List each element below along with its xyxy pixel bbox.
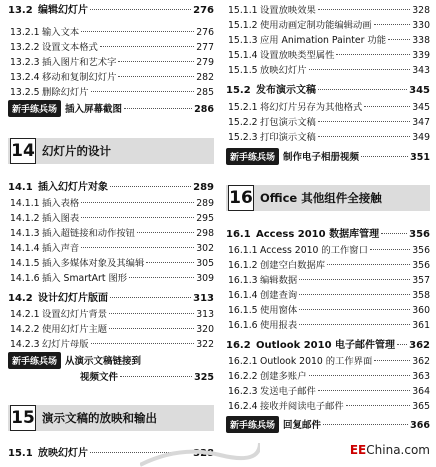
leader-dots	[374, 24, 411, 25]
leader-dots	[118, 61, 194, 62]
leader-dots	[124, 108, 192, 109]
chapter-title: 演示文稿的放映和输出	[42, 411, 157, 425]
toc-subsection[interactable]: 13.2.5 删除幻灯片 285	[10, 87, 214, 98]
toc-subsection[interactable]: 14.2.3 幻灯片母版 322	[10, 339, 214, 350]
leader-dots	[90, 9, 191, 10]
leader-dots	[318, 89, 407, 90]
toc-subsection[interactable]: 13.2.4 移动和复制幻灯片 282	[10, 72, 214, 83]
leader-dots	[388, 39, 410, 40]
toc-section-13-2[interactable]: 13.2 编辑幻灯片 276	[8, 5, 214, 16]
leader-dots	[397, 344, 407, 345]
leader-dots	[81, 31, 194, 32]
practice-tag: 新手练兵场	[8, 352, 61, 369]
leader-dots	[110, 297, 191, 298]
toc-subsection[interactable]: 15.1.2 使用动画定制功能编辑动画 330	[228, 20, 430, 31]
toc-subsection[interactable]: 14.2.2 使用幻灯片主题 320	[10, 324, 214, 335]
toc-subsection[interactable]: 14.1.1 插入表格 289	[10, 198, 214, 209]
leader-dots	[299, 294, 410, 295]
leader-dots	[120, 376, 192, 377]
toc-subsection[interactable]: 15.1.4 设置放映类型属性 339	[228, 50, 430, 61]
chapter-number: 14	[10, 138, 36, 164]
leader-dots	[81, 217, 194, 218]
toc-subsection[interactable]: 14.1.2 插入图表 295	[10, 213, 214, 224]
leader-dots	[81, 247, 194, 248]
toc-practice-14-line2[interactable]: 视频文件 325	[80, 372, 214, 383]
leader-dots	[318, 9, 410, 10]
toc-section-15-1[interactable]: 15.1 放映幻灯片 328	[8, 448, 214, 459]
chapter-title: Office 其他组件全接触	[260, 191, 382, 205]
toc-practice-13[interactable]: 新手练兵场 插入屏幕截图 286	[8, 100, 214, 117]
leader-dots	[327, 264, 410, 265]
leader-dots	[318, 390, 410, 391]
toc-subsection[interactable]: 16.2.1 Outlook 2010 的工作界面 362	[228, 356, 430, 367]
toc-subsection[interactable]: 16.1.3 编辑数据 357	[228, 275, 430, 286]
toc-subsection[interactable]: 16.1.6 使用报表 361	[228, 320, 430, 331]
leader-dots	[100, 46, 194, 47]
chapter-number: 16	[228, 185, 254, 211]
toc-subsection[interactable]: 15.1.5 放映幻灯片 343	[228, 65, 430, 76]
toc-subsection[interactable]: 14.1.4 插入声音 302	[10, 243, 214, 254]
leader-dots	[364, 106, 410, 107]
leader-dots	[81, 202, 194, 203]
toc-subsection[interactable]: 16.1.4 创建查询 358	[228, 290, 430, 301]
watermark-swoosh-icon	[140, 437, 260, 467]
leader-dots	[109, 328, 194, 329]
toc-practice-16[interactable]: 新手练兵场 回复邮件 366	[226, 416, 430, 433]
toc-section-16-2[interactable]: 16.2 Outlook 2010 电子邮件管理 362	[226, 340, 430, 351]
practice-tag: 新手练兵场	[226, 148, 279, 165]
toc-subsection[interactable]: 13.2.3 插入图片和艺术字 279	[10, 57, 214, 68]
toc-subsection[interactable]: 13.2.1 输入文本 276	[10, 27, 214, 38]
toc-subsection[interactable]: 16.1.1 Access 2010 的工作窗口 356	[228, 245, 430, 256]
toc-section-15-2[interactable]: 15.2 发布演示文稿 345	[226, 85, 430, 96]
leader-dots	[346, 405, 411, 406]
leader-dots	[299, 309, 410, 310]
leader-dots	[91, 343, 195, 344]
practice-tag: 新手练兵场	[8, 100, 61, 117]
leader-dots	[370, 249, 410, 250]
toc-subsection[interactable]: 14.1.5 插入多媒体对象及其编辑 305	[10, 258, 214, 269]
toc-subsection[interactable]: 16.2.2 创建多账户 363	[228, 371, 430, 382]
watermark-logo: EEChina.com	[349, 443, 430, 457]
leader-dots	[146, 262, 194, 263]
chapter-15-banner[interactable]	[8, 405, 214, 431]
leader-dots	[381, 233, 407, 234]
leader-dots	[318, 121, 410, 122]
leader-dots	[323, 424, 408, 425]
toc-practice-15[interactable]: 新手练兵场 制作电子相册视频 351	[226, 148, 430, 165]
leader-dots	[129, 277, 194, 278]
toc-subsection[interactable]: 14.1.3 插入超链接和动作按钮 298	[10, 228, 214, 239]
toc-section-14-2[interactable]: 14.2 设计幻灯片版面 313	[8, 293, 214, 304]
leader-dots	[118, 76, 194, 77]
toc-subsection[interactable]: 13.2.2 设置文本格式 277	[10, 42, 214, 53]
toc-subsection[interactable]: 15.1.1 设置放映效果 328	[228, 5, 430, 16]
toc-subsection[interactable]: 16.1.5 使用窗体 360	[228, 305, 430, 316]
leader-dots	[318, 136, 410, 137]
toc-subsection[interactable]: 15.2.3 打印演示文稿 349	[228, 132, 430, 143]
chapter-number: 15	[10, 405, 36, 431]
leader-dots	[299, 324, 410, 325]
toc-subsection[interactable]: 14.1.6 插入 SmartArt 图形 309	[10, 273, 214, 284]
leader-dots	[137, 232, 194, 233]
toc-subsection[interactable]: 15.1.3 应用 Animation Painter 功能 338	[228, 35, 430, 46]
leader-dots	[110, 186, 191, 187]
chapter-title: 幻灯片的设计	[42, 144, 111, 158]
toc-subsection[interactable]: 15.2.1 将幻灯片另存为其他格式 345	[228, 102, 430, 113]
toc-subsection[interactable]: 14.2.1 设置幻灯片背景 313	[10, 309, 214, 320]
leader-dots	[91, 91, 195, 92]
leader-dots	[309, 375, 411, 376]
toc-practice-14-line1[interactable]: 新手练兵场 从演示文稿链接到	[8, 352, 214, 369]
leader-dots	[309, 69, 411, 70]
toc-section-16-1[interactable]: 16.1 Access 2010 数据库管理 356	[226, 229, 430, 240]
toc-section-14-1[interactable]: 14.1 插入幻灯片对象 289	[8, 182, 214, 193]
leader-dots	[361, 156, 408, 157]
practice-tag: 新手练兵场	[226, 416, 279, 433]
chapter-14-banner[interactable]	[8, 138, 214, 164]
leader-dots	[336, 54, 410, 55]
leader-dots	[374, 360, 410, 361]
toc-subsection[interactable]: 15.2.2 打包演示文稿 347	[228, 117, 430, 128]
leader-dots	[299, 279, 410, 280]
toc-subsection[interactable]: 16.2.3 发送电子邮件 364	[228, 386, 430, 397]
chapter-16-banner[interactable]	[226, 185, 430, 211]
toc-subsection[interactable]: 16.1.2 创建空白数据库 356	[228, 260, 430, 271]
leader-dots	[109, 313, 194, 314]
toc-subsection[interactable]: 16.2.4 接收并阅读电子邮件 365	[228, 401, 430, 412]
